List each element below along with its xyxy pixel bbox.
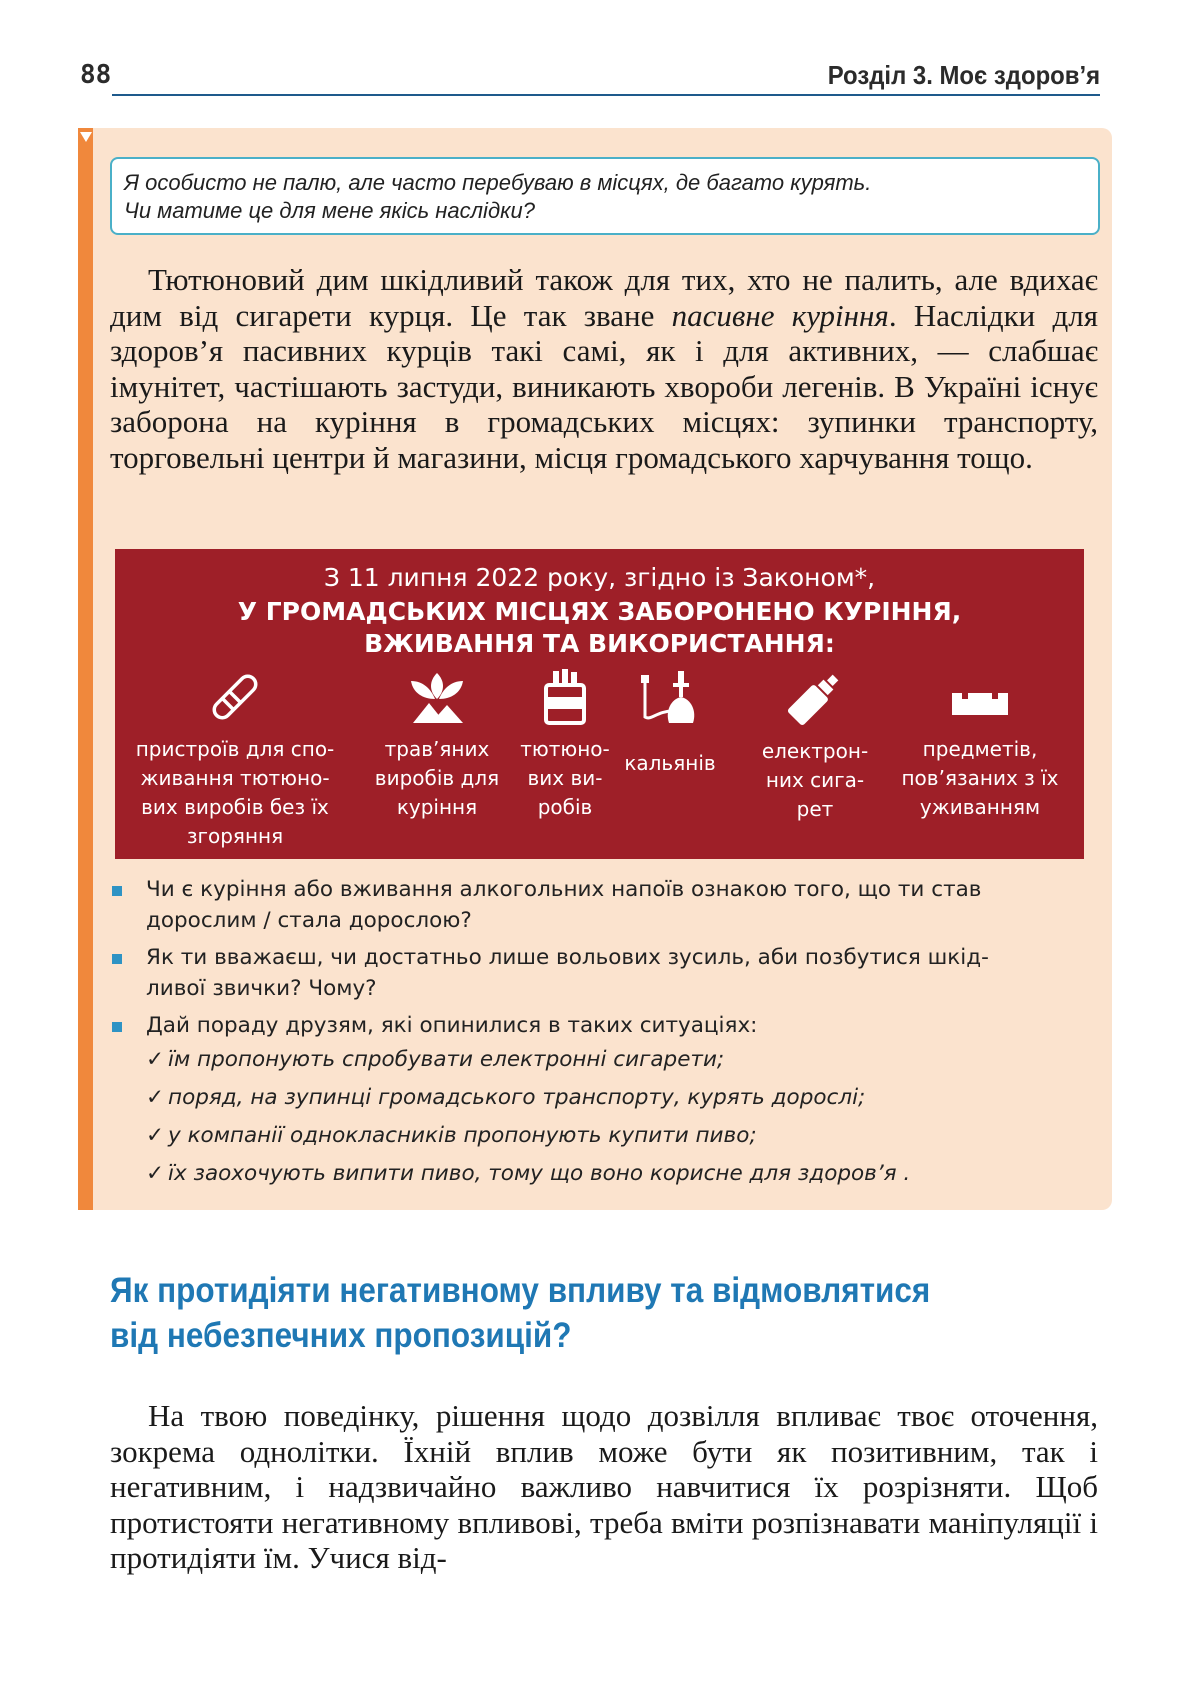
- herbal-leaves-icon: [405, 667, 469, 727]
- term-passive-smoking: пасивне куріння: [671, 297, 889, 333]
- bullet-text: Як ти вважаєш, чи достатньо лише вольових зусиль, аби позбутися шкід-: [146, 945, 989, 970]
- banner-item-accessories: [890, 667, 1070, 822]
- list-item: [110, 942, 1100, 1004]
- check-mark-icon: ✓: [146, 1161, 165, 1186]
- banner-line-3: ВЖИВАННЯ ТА ВИКОРИСТАННЯ:: [364, 629, 835, 658]
- check-mark-icon: ✓: [146, 1047, 165, 1072]
- bullet-square-icon: [112, 1022, 122, 1032]
- bullet-text: Чи є куріння або вживання алкогольних напоїв ознакою того, що ти став: [146, 877, 982, 902]
- bullet-square-icon: [112, 954, 122, 964]
- bullet-text: Дай пораду друзям, які опинилися в таких ситуаціях:: [146, 1013, 758, 1038]
- banner-item-caption: уживанням: [919, 795, 1041, 819]
- section-heading-line-2: від небезпечних пропозицій?: [110, 1316, 572, 1355]
- banner-item-caption: куріння: [396, 795, 478, 819]
- question-box: [110, 157, 1100, 235]
- question-line-1: Я особисто не палю, але часто перебуваю в місцях, де багато курять.: [124, 170, 872, 195]
- section-title: Розділ 3. Моє здоров’я: [827, 60, 1100, 90]
- check-text: поряд, на зупинці громадського транспорту, курять дорослі;: [168, 1085, 866, 1110]
- paragraph-text-1: Тютюновий дим шкідливий також для тих, хто не палить, але вдихає дим від сигарети курця. Це так зване: [110, 262, 1098, 333]
- check-mark-icon: ✓: [146, 1123, 165, 1148]
- check-mark-icon: ✓: [146, 1085, 165, 1110]
- check-text: їх заохочують випити пиво, тому що воно корисне для здоров’я .: [168, 1161, 911, 1186]
- e-cigarette-icon: [782, 667, 848, 729]
- paragraph-peer-influence: [110, 1398, 1098, 1576]
- banner-item-caption: вих виробів без їх: [141, 795, 329, 819]
- banner-item-heated-tobacco: [135, 667, 335, 851]
- list-item: [110, 874, 1100, 936]
- banner-item-caption: живання тютюно-: [140, 766, 330, 790]
- bullet-text: ливої звички? Чому?: [146, 976, 377, 1001]
- check-item: [110, 1079, 1100, 1117]
- questions-list: [110, 874, 1100, 1193]
- check-item: [110, 1117, 1100, 1155]
- ashtray-icon: [948, 667, 1012, 727]
- header-rule: [112, 94, 1100, 96]
- section-heading-line-1: Як протидіяти негативному впливу та відмовлятися: [110, 1271, 931, 1310]
- banner-item-caption: пов’язаних з їх: [901, 766, 1059, 790]
- banner-line-1: З 11 липня 2022 року, згідно із Законом*,: [323, 563, 876, 592]
- banner-item-caption: згоряння: [186, 824, 284, 848]
- banner-line-2: У ГРОМАДСЬКИХ МІСЦЯХ ЗАБОРОНЕНО КУРІННЯ,: [237, 597, 962, 626]
- paragraph-passive-smoking: [110, 262, 1098, 475]
- bullet-text: дорослим / стала дорослою?: [146, 908, 472, 933]
- banner-item-caption: вих ви-: [527, 766, 603, 790]
- banner-item-hookah: [620, 667, 720, 778]
- banner-item-e-cigarette: [755, 667, 875, 824]
- bullet-square-icon: [112, 886, 122, 896]
- check-text: у компанії однокласників пропонують купити пиво;: [168, 1123, 757, 1148]
- banner-item-caption: пристроїв для спо-: [135, 737, 335, 761]
- banner-item-caption: кальянів: [624, 751, 716, 775]
- banner-item-tobacco: [515, 667, 615, 822]
- banner-item-caption: них сига-: [765, 768, 865, 792]
- page-header: [80, 58, 1100, 98]
- section-heading: [110, 1268, 1001, 1358]
- banner-item-caption: рет: [796, 797, 834, 821]
- check-item: [110, 1155, 1100, 1193]
- list-item: [110, 1010, 1100, 1041]
- info-box-side-bar: [78, 128, 93, 1210]
- banner-item-caption: предметів,: [922, 737, 1038, 761]
- banner-item-herbal: [367, 667, 507, 822]
- page-number: 88: [80, 60, 112, 90]
- banner-item-caption: тютюно-: [520, 737, 610, 761]
- check-text: їм пропонують спробувати електронні сигарети;: [168, 1047, 725, 1072]
- hookah-icon: [637, 667, 703, 727]
- smoking-ban-banner: [115, 549, 1084, 859]
- heated-tobacco-device-icon: [205, 667, 265, 727]
- banner-item-caption: виробів для: [374, 766, 500, 790]
- check-item: [110, 1041, 1100, 1079]
- banner-item-caption: робів: [537, 795, 593, 819]
- banner-item-caption: електрон-: [761, 739, 869, 763]
- paragraph-text: На твою поведінку, рішення щодо дозвілля впливає твоє оточення, зокрема однолітки. Їхній вплив може бути як позитивним, так і негативним, і надзвичайно важливо навчитися їх розрізняти. Щоб протистояти негативному впливові, треба вміти розпізнавати маніпуляції і протидіяти їм. Учися від-: [110, 1398, 1098, 1575]
- question-line-2: Чи матиме це для мене якісь наслідки?: [124, 198, 535, 223]
- chevron-down-icon: [80, 132, 92, 142]
- paragraph-text-2: . Наслідки для здоров’я пасивних курців такі самі, як і для активних, — слабшає імунітет, частішають застуди, виникають хвороби легенів. В Україні існує заборона на куріння в громадських місцях: зупинки транспорту, торговельні центри й магазини, місця громадського харчування тощо.: [110, 297, 1098, 475]
- banner-item-caption: трав’яних: [384, 737, 490, 761]
- cigarette-pack-icon: [540, 667, 590, 727]
